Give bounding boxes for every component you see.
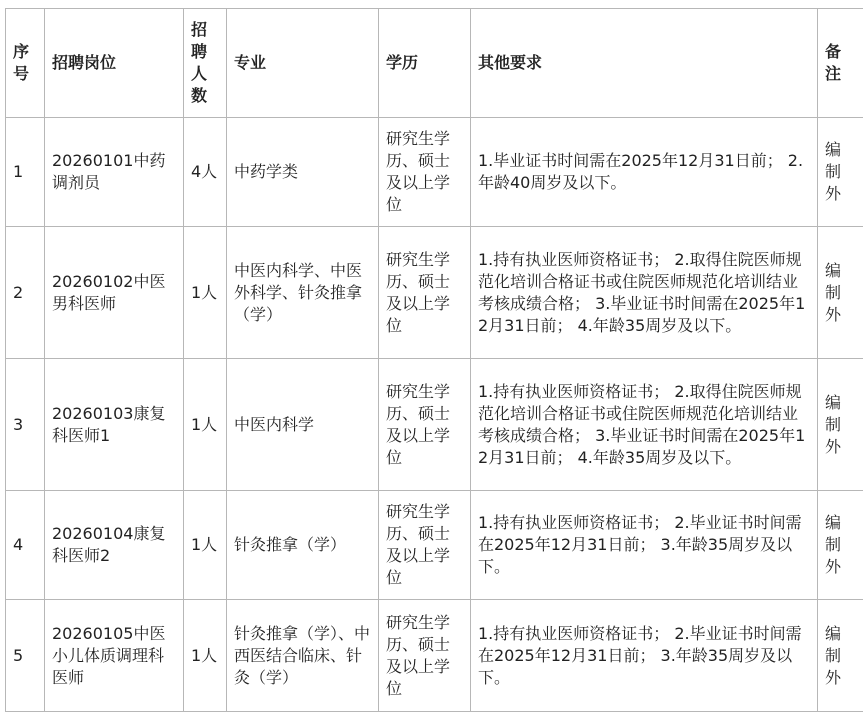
cell-major: 针灸推拿（学） (227, 491, 379, 600)
cell-remark (818, 118, 863, 227)
cell-count: 1人 (184, 491, 227, 600)
cell-requirements: 1.持有执业医师资格证书； 2.毕业证书时间需在2025年12月31日前； 3.年龄35周岁及以下。 (471, 600, 818, 712)
table-row (6, 491, 863, 600)
cell-education: 研究生学历、硕士及以上学位 (379, 359, 471, 491)
header-requirements: 其他要求 (471, 9, 818, 118)
header-remark-label: 备注 (825, 42, 842, 83)
cell-seq: 1 (6, 118, 45, 227)
cell-remark (818, 600, 863, 712)
header-position: 招聘岗位 (45, 9, 184, 118)
cell-position: 20260102中医男科医师 (45, 227, 184, 359)
cell-seq: 3 (6, 359, 45, 491)
table-row (6, 227, 863, 359)
cell-seq: 5 (6, 600, 45, 712)
cell-education: 研究生学历、硕士及以上学位 (379, 491, 471, 600)
header-education: 学历 (379, 9, 471, 118)
cell-position: 20260105中医小儿体质调理科医师 (45, 600, 184, 712)
cell-count: 1人 (184, 600, 227, 712)
cell-remark-label: 编制外 (825, 623, 842, 687)
header-seq: 序号 (6, 9, 45, 118)
cell-position: 20260101中药调剂员 (45, 118, 184, 227)
cell-major: 中药学类 (227, 118, 379, 227)
cell-seq: 2 (6, 227, 45, 359)
header-major: 专业 (227, 9, 379, 118)
cell-major: 中医内科学、中医外科学、针灸推拿（学） (227, 227, 379, 359)
cell-remark (818, 227, 863, 359)
cell-education: 研究生学历、硕士及以上学位 (379, 118, 471, 227)
cell-education: 研究生学历、硕士及以上学位 (379, 227, 471, 359)
cell-requirements: 1.毕业证书时间需在2025年12月31日前； 2.年龄40周岁及以下。 (471, 118, 818, 227)
cell-count: 4人 (184, 118, 227, 227)
cell-position: 20260104康复科医师2 (45, 491, 184, 600)
cell-count: 1人 (184, 227, 227, 359)
recruitment-table (5, 8, 863, 712)
cell-requirements: 1.持有执业医师资格证书； 2.取得住院医师规范化培训合格证书或住院医师规范化培训结业考核成绩合格； 3.毕业证书时间需在2025年12月31日前； 4.年龄35周岁及以下。 (471, 359, 818, 491)
header-remark (818, 9, 863, 118)
header-count: 招聘人数 (184, 9, 227, 118)
cell-remark-label: 编制外 (825, 513, 842, 576)
cell-remark (818, 491, 863, 600)
cell-remark (818, 359, 863, 491)
table-row (6, 359, 863, 491)
cell-major: 针灸推拿（学）、中西医结合临床、针灸（学） (227, 600, 379, 712)
table-row (6, 118, 863, 227)
cell-position: 20260103康复科医师1 (45, 359, 184, 491)
cell-count: 1人 (184, 359, 227, 491)
cell-education: 研究生学历、硕士及以上学位 (379, 600, 471, 712)
header-row (6, 9, 863, 118)
cell-requirements: 1.持有执业医师资格证书； 2.取得住院医师规范化培训合格证书或住院医师规范化培训结业考核成绩合格； 3.毕业证书时间需在2025年12月31日前； 4.年龄35周岁及以下。 (471, 227, 818, 359)
cell-remark-label: 编制外 (825, 392, 842, 456)
cell-remark-label: 编制外 (825, 140, 842, 203)
cell-remark-label: 编制外 (825, 260, 842, 324)
cell-major: 中医内科学 (227, 359, 379, 491)
cell-seq: 4 (6, 491, 45, 600)
table-row (6, 600, 863, 712)
cell-requirements: 1.持有执业医师资格证书； 2.毕业证书时间需在2025年12月31日前； 3.年龄35周岁及以下。 (471, 491, 818, 600)
